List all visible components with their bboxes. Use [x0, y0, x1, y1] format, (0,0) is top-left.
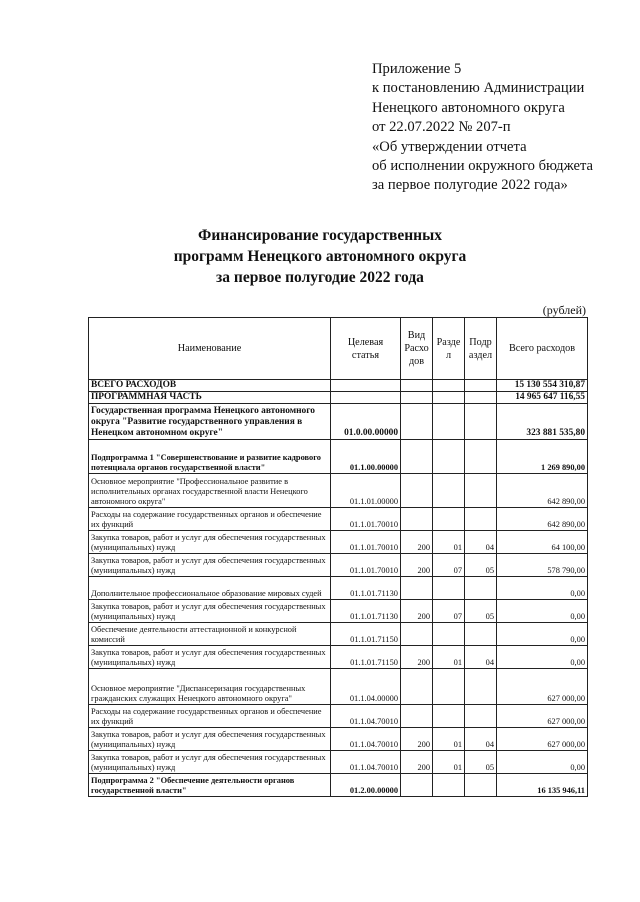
header-pr: Подр аздел: [465, 318, 497, 380]
cell-rz: 07: [433, 600, 465, 623]
cell-code: [331, 392, 401, 404]
table-row: [89, 623, 588, 646]
cell-sum: 627 000,00: [497, 728, 588, 751]
cell-name: ПРОГРАММНАЯ ЧАСТЬ: [89, 392, 331, 404]
cell-vr: 200: [401, 728, 433, 751]
cell-pr: 05: [465, 554, 497, 577]
cell-pr: [465, 705, 497, 728]
cell-rz: [433, 392, 465, 404]
cell-pr: 05: [465, 751, 497, 774]
table-body: [89, 380, 588, 797]
table-row: [89, 531, 588, 554]
cell-vr: 200: [401, 646, 433, 669]
header-sum: Всего расходов: [497, 318, 588, 380]
cell-vr: 200: [401, 531, 433, 554]
appendix-line: Приложение 5: [372, 61, 462, 77]
table-row: [89, 380, 588, 392]
cell-code: 01.2.00.00000: [331, 774, 401, 797]
cell-rz: [433, 474, 465, 508]
cell-code: 01.1.04.00000: [331, 669, 401, 705]
table-row: [89, 392, 588, 404]
cell-code: 01.1.01.70010: [331, 531, 401, 554]
cell-vr: [401, 774, 433, 797]
table-row: [89, 646, 588, 669]
table-row: [89, 577, 588, 600]
cell-pr: [465, 440, 497, 474]
header-vr: Вид Расхо дов: [401, 318, 433, 380]
cell-sum: 642 890,00: [497, 474, 588, 508]
cell-code: 01.1.00.00000: [331, 440, 401, 474]
cell-name: Обеспечение деятельности аттестационной и конкурсной комиссий: [89, 623, 331, 646]
header-code: Целевая статья: [331, 318, 401, 380]
cell-rz: 07: [433, 554, 465, 577]
cell-sum: 323 881 535,80: [497, 404, 588, 440]
cell-rz: [433, 380, 465, 392]
appendix-line: за первое полугодие 2022 года»: [372, 177, 568, 194]
cell-code: 01.1.01.71130: [331, 600, 401, 623]
cell-vr: [401, 508, 433, 531]
cell-name: Закупка товаров, работ и услуг для обеспечения государственных (муниципальных) нужд: [89, 600, 331, 623]
cell-vr: [401, 474, 433, 508]
cell-rz: 01: [433, 751, 465, 774]
cell-pr: [465, 774, 497, 797]
cell-sum: 627 000,00: [497, 705, 588, 728]
cell-sum: 1 269 890,00: [497, 440, 588, 474]
cell-sum: 0,00: [497, 623, 588, 646]
cell-name: Подпрограмма 1 "Совершенствование и развитие кадрового потенциала органов государственной власти": [89, 440, 331, 474]
table-row: [89, 600, 588, 623]
table-row: [89, 508, 588, 531]
cell-name: Закупка товаров, работ и услуг для обеспечения государственных (муниципальных) нужд: [89, 646, 331, 669]
cell-vr: [401, 440, 433, 474]
cell-rz: 01: [433, 531, 465, 554]
cell-rz: 01: [433, 728, 465, 751]
cell-vr: 200: [401, 554, 433, 577]
appendix-line: к постановлению Администрации: [372, 80, 585, 97]
cell-sum: 627 000,00: [497, 669, 588, 705]
table-row: [89, 404, 588, 440]
cell-pr: 04: [465, 531, 497, 554]
cell-name: Основное мероприятие "Диспансеризация государственных гражданских служащих Ненецкого автономного округа": [89, 669, 331, 705]
cell-vr: [401, 392, 433, 404]
cell-sum: 578 790,00: [497, 554, 588, 577]
cell-name: Закупка товаров, работ и услуг для обеспечения государственных (муниципальных) нужд: [89, 728, 331, 751]
cell-pr: [465, 577, 497, 600]
cell-rz: [433, 774, 465, 797]
cell-name: Расходы на содержание государственных органов и обеспечение их функций: [89, 508, 331, 531]
title-line: программ Ненецкого автономного округа: [173, 248, 467, 265]
cell-rz: [433, 705, 465, 728]
cell-pr: [465, 508, 497, 531]
cell-pr: [465, 392, 497, 404]
unit-label: (рублей): [542, 303, 586, 317]
cell-rz: [433, 669, 465, 705]
cell-vr: [401, 705, 433, 728]
cell-vr: [401, 404, 433, 440]
cell-vr: [401, 669, 433, 705]
cell-name: Основное мероприятие "Профессиональное развитие в исполнительных органах государственной власти Ненецкого автономного округа": [89, 474, 331, 508]
table-row: [89, 751, 588, 774]
cell-sum: 0,00: [497, 577, 588, 600]
table-row: [89, 554, 588, 577]
cell-code: [331, 380, 401, 392]
financing-table: [88, 317, 588, 797]
appendix-line: от 22.07.2022 № 207-п: [372, 119, 511, 136]
cell-pr: 05: [465, 600, 497, 623]
table-row: [89, 728, 588, 751]
cell-name: Закупка товаров, работ и услуг для обеспечения государственных (муниципальных) нужд: [89, 554, 331, 577]
document-title: [120, 225, 520, 288]
cell-vr: 200: [401, 751, 433, 774]
cell-code: 01.1.04.70010: [331, 751, 401, 774]
cell-sum: 15 130 554 310,87: [497, 380, 588, 392]
appendix-line: Ненецкого автономного округа: [372, 99, 565, 116]
table-row: [89, 440, 588, 474]
cell-code: 01.1.01.71130: [331, 577, 401, 600]
cell-sum: 16 135 946,11: [497, 774, 588, 797]
cell-vr: [401, 577, 433, 600]
cell-code: 01.1.04.70010: [331, 728, 401, 751]
cell-vr: 200: [401, 600, 433, 623]
cell-rz: [433, 440, 465, 474]
cell-name: Подпрограмма 2 "Обеспечение деятельности органов государственной власти": [89, 774, 331, 797]
cell-pr: [465, 669, 497, 705]
cell-code: 01.1.01.71150: [331, 646, 401, 669]
cell-vr: [401, 380, 433, 392]
appendix-line: «Об утверждении отчета: [372, 138, 527, 155]
cell-rz: [433, 577, 465, 600]
cell-pr: [465, 623, 497, 646]
cell-code: 01.1.01.00000: [331, 474, 401, 508]
cell-code: 01.0.00.00000: [331, 404, 401, 440]
cell-pr: [465, 474, 497, 508]
cell-vr: [401, 623, 433, 646]
cell-code: 01.1.04.70010: [331, 705, 401, 728]
title-line: за первое полугодие 2022 года: [216, 269, 424, 286]
cell-sum: 64 100,00: [497, 531, 588, 554]
table-row: [89, 774, 588, 797]
title-line: Финансирование государственных: [198, 227, 442, 244]
table-header-row: [89, 318, 588, 380]
appendix-line: об исполнении окружного бюджета: [372, 158, 593, 175]
cell-rz: 01: [433, 646, 465, 669]
cell-code: 01.1.01.70010: [331, 554, 401, 577]
cell-pr: 04: [465, 728, 497, 751]
table-row: [89, 474, 588, 508]
table-row: [89, 669, 588, 705]
cell-rz: [433, 623, 465, 646]
cell-pr: [465, 404, 497, 440]
cell-sum: 0,00: [497, 751, 588, 774]
cell-name: ВСЕГО РАСХОДОВ: [89, 380, 331, 392]
cell-pr: 04: [465, 646, 497, 669]
cell-name: Закупка товаров, работ и услуг для обеспечения государственных (муниципальных) нужд: [89, 531, 331, 554]
cell-code: 01.1.01.71150: [331, 623, 401, 646]
cell-code: 01.1.01.70010: [331, 508, 401, 531]
cell-pr: [465, 380, 497, 392]
table-row: [89, 705, 588, 728]
header-name: Наименование: [89, 318, 331, 380]
cell-name: Закупка товаров, работ и услуг для обеспечения государственных (муниципальных) нужд: [89, 751, 331, 774]
cell-name: Дополнительное профессиональное образование мировых судей: [89, 577, 331, 600]
cell-sum: 0,00: [497, 600, 588, 623]
cell-rz: [433, 508, 465, 531]
cell-sum: 14 965 647 116,55: [497, 392, 588, 404]
cell-sum: 0,00: [497, 646, 588, 669]
cell-name: Государственная программа Ненецкого автономного округа "Развитие государственного управления в Ненецком автономном округе": [89, 404, 331, 440]
appendix-block: [372, 60, 632, 196]
cell-sum: 642 890,00: [497, 508, 588, 531]
cell-rz: [433, 404, 465, 440]
cell-name: Расходы на содержание государственных органов и обеспечение их функций: [89, 705, 331, 728]
header-rz: Разде л: [433, 318, 465, 380]
